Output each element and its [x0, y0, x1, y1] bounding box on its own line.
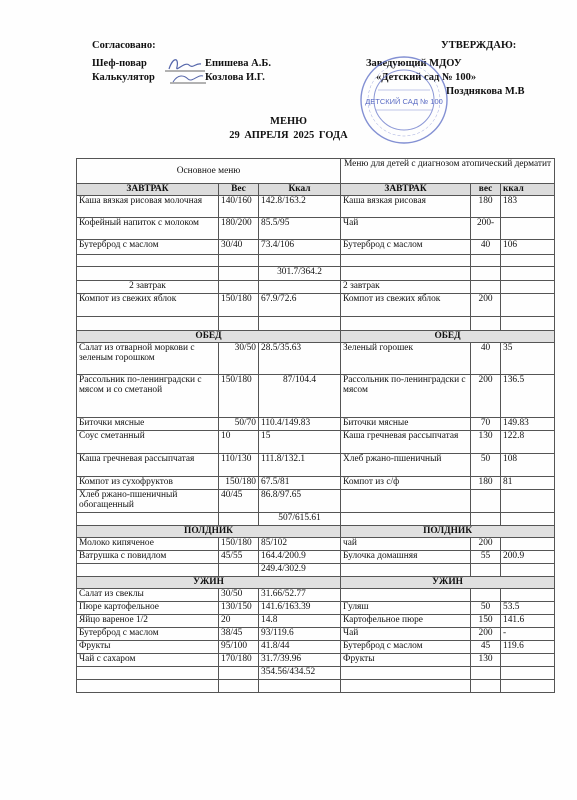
table-row [77, 255, 555, 267]
table-cell: 140/160 [219, 196, 259, 218]
table-cell: 87/104.4 [259, 375, 341, 418]
table-cell: 45/55 [219, 551, 259, 564]
table-row [77, 267, 555, 281]
table-cell: 70 [471, 418, 501, 431]
table-cell [471, 255, 501, 267]
table-cell: 81 [501, 477, 555, 490]
table-row [77, 589, 555, 602]
head-role: Заведующий МДОУ [366, 58, 462, 69]
table-cell: 15 [259, 431, 341, 454]
table-cell [471, 513, 501, 526]
table-cell: Яйцо вареное 1/2 [77, 615, 219, 628]
table-cell: чай [341, 538, 471, 551]
head-name: Позднякова М.В [446, 86, 525, 97]
table-cell [259, 281, 341, 294]
table-cell: 50/70 [219, 418, 259, 431]
table-row [77, 294, 555, 317]
table-cell: 180 [471, 196, 501, 218]
table-cell: Салат из свеклы [77, 589, 219, 602]
table-cell: 20 [219, 615, 259, 628]
table-cell [341, 564, 471, 577]
table-cell: Каша вязкая рисовая [341, 196, 471, 218]
table-cell: Бутерброд с маслом [341, 641, 471, 654]
table-cell: 10 [219, 431, 259, 454]
table-cell [501, 654, 555, 667]
table-cell: Каша вязкая рисовая молочная [77, 196, 219, 218]
menu-date: 29 АПРЕЛЯ 2025 ГОДА [229, 130, 348, 141]
table-row [77, 513, 555, 526]
table-cell: Булочка домашняя [341, 551, 471, 564]
table-cell: 200 [471, 628, 501, 641]
table-cell: 28.5/35.63 [259, 343, 341, 375]
table-cell: Соус сметанный [77, 431, 219, 454]
table-cell: 106 [501, 240, 555, 255]
table-cell [219, 667, 259, 680]
table-cell [471, 667, 501, 680]
table-cell: 200 [471, 538, 501, 551]
table-row [77, 490, 555, 513]
table-cell: 150/180 [219, 375, 259, 418]
table-cell [501, 513, 555, 526]
table-cell: Каша гречневая рассыпчатая [341, 431, 471, 454]
col-weight-left: Вес [219, 184, 259, 196]
table-row [77, 667, 555, 680]
table-cell [219, 281, 259, 294]
table-cell: 2 завтрак [77, 281, 219, 294]
section-title: ОБЕД [341, 331, 555, 343]
table-row [77, 654, 555, 667]
table-row [77, 538, 555, 551]
table-cell [77, 667, 219, 680]
table-cell [341, 490, 471, 513]
table-cell: Бутерброд с маслом [77, 628, 219, 641]
table-row [77, 641, 555, 654]
table-cell: Рассольник по-ленинградски с мясом и со сметаной [77, 375, 219, 418]
section-title: УЖИН [341, 577, 555, 589]
table-cell: 130/150 [219, 602, 259, 615]
table-cell: - [501, 628, 555, 641]
kindergarten-name: «Детский сад № 100» [376, 72, 477, 83]
table-cell: 354.56/434.52 [259, 667, 341, 680]
table-cell: 55 [471, 551, 501, 564]
table-cell: 93/119.6 [259, 628, 341, 641]
signature-calculator [170, 70, 206, 86]
table-cell: 85.5/95 [259, 218, 341, 240]
table-cell: Каша гречневая рассыпчатая [77, 454, 219, 477]
table-cell [501, 538, 555, 551]
col-kcal-right: ккал [501, 184, 555, 196]
table-cell: Биточки мясные [341, 418, 471, 431]
table-cell: 141.6 [501, 615, 555, 628]
table-cell: Салат из отварной моркови с зеленым горошком [77, 343, 219, 375]
menu-table [76, 158, 555, 693]
table-cell: Биточки мясные [77, 418, 219, 431]
col-breakfast-right: ЗАВТРАК [341, 184, 471, 196]
table-cell: 180/200 [219, 218, 259, 240]
table-row [77, 477, 555, 490]
table-cell: 30/40 [219, 240, 259, 255]
col-kcal-left: Ккал [259, 184, 341, 196]
table-row [77, 680, 555, 693]
table-cell [501, 490, 555, 513]
table-row [77, 602, 555, 615]
table-cell: 30/50 [219, 589, 259, 602]
section-header-row [77, 331, 555, 343]
table-cell [219, 267, 259, 281]
table-cell [471, 490, 501, 513]
table-cell: Пюре картофельное [77, 602, 219, 615]
table-cell [219, 564, 259, 577]
table-row [77, 628, 555, 641]
table-cell: 95/100 [219, 641, 259, 654]
table-cell [501, 589, 555, 602]
table-cell: 130 [471, 654, 501, 667]
table-cell [77, 267, 219, 281]
table-cell: 164.4/200.9 [259, 551, 341, 564]
table-cell: 507/615.61 [259, 513, 341, 526]
table-cell: Бутерброд с маслом [341, 240, 471, 255]
table-cell [341, 317, 471, 331]
table-cell: Чай [341, 218, 471, 240]
table-cell [501, 255, 555, 267]
table-cell: 183 [501, 196, 555, 218]
table-cell: 53.5 [501, 602, 555, 615]
table-cell [501, 317, 555, 331]
table-cell: Компот из с/ф [341, 477, 471, 490]
table-cell [77, 317, 219, 331]
table-cell [341, 589, 471, 602]
table-cell: 67.5/81 [259, 477, 341, 490]
table-cell: 200- [471, 218, 501, 240]
table-cell [471, 589, 501, 602]
table-cell: 50 [471, 454, 501, 477]
table-row [77, 218, 555, 240]
table-cell [471, 680, 501, 693]
table-cell [341, 680, 471, 693]
section-title: ПОЛДНИК [77, 526, 341, 538]
table-cell: 180 [471, 477, 501, 490]
table-cell [341, 513, 471, 526]
table-cell: Хлеб ржано-пшеничный [341, 454, 471, 477]
table-cell: 108 [501, 454, 555, 477]
table-cell: 45 [471, 641, 501, 654]
section-title: УЖИН [77, 577, 341, 589]
table-cell: 249.4/302.9 [259, 564, 341, 577]
section-header-row [77, 577, 555, 589]
table-cell: Чай с сахаром [77, 654, 219, 667]
table-cell: 150/180 [219, 538, 259, 551]
table-cell [341, 255, 471, 267]
table-cell [341, 667, 471, 680]
table-cell: Бутерброд с маслом [77, 240, 219, 255]
table-cell: 170/180 [219, 654, 259, 667]
table-cell: 150/180 [219, 294, 259, 317]
table-row [77, 196, 555, 218]
table-cell: 301.7/364.2 [259, 267, 341, 281]
table-cell: Гуляш [341, 602, 471, 615]
table-cell: 85/102 [259, 538, 341, 551]
table-cell: 38/45 [219, 628, 259, 641]
section-header-row [77, 526, 555, 538]
svg-text:ДЕТСКИЙ САД № 100: ДЕТСКИЙ САД № 100 [365, 97, 443, 106]
table-cell: 136.5 [501, 375, 555, 418]
table-cell [471, 267, 501, 281]
chef-role: Шеф-повар [92, 58, 147, 69]
approve-label: УТВЕРЖДАЮ: [441, 40, 517, 51]
group-dermatitis-menu: Меню для детей с диагнозом атопический дерматит [341, 159, 555, 184]
col-weight-right: вес [471, 184, 501, 196]
table-cell [501, 564, 555, 577]
table-cell: Фрукты [341, 654, 471, 667]
table-row [77, 317, 555, 331]
table-cell [259, 255, 341, 267]
table-cell [501, 218, 555, 240]
table-cell: 150/180 [219, 477, 259, 490]
table-cell: Компот из сухофруктов [77, 477, 219, 490]
table-cell: Компот из свежих яблок [77, 294, 219, 317]
table-cell: Картофельное пюре [341, 615, 471, 628]
table-cell: 200 [471, 375, 501, 418]
table-row [77, 418, 555, 431]
table-cell: Чай [341, 628, 471, 641]
table-row [77, 454, 555, 477]
table-cell: 86.8/97.65 [259, 490, 341, 513]
table-cell: 122.8 [501, 431, 555, 454]
table-cell: 41.8/44 [259, 641, 341, 654]
table-cell [259, 317, 341, 331]
table-cell: Рассольник по-ленинградски с мясом [341, 375, 471, 418]
table-cell [501, 667, 555, 680]
table-cell: 73.4/106 [259, 240, 341, 255]
menu-title: МЕНЮ [270, 116, 307, 127]
table-cell: 40 [471, 343, 501, 375]
table-cell [501, 267, 555, 281]
table-cell [77, 680, 219, 693]
table-cell: 149.83 [501, 418, 555, 431]
table-row [77, 615, 555, 628]
table-cell [341, 267, 471, 281]
table-cell: Ватрушка с повидлом [77, 551, 219, 564]
table-cell: 142.8/163.2 [259, 196, 341, 218]
table-cell [219, 317, 259, 331]
table-row [77, 240, 555, 255]
table-cell: 30/50 [219, 343, 259, 375]
table-cell: 50 [471, 602, 501, 615]
table-cell [219, 513, 259, 526]
table-cell: 200.9 [501, 551, 555, 564]
table-cell: Компот из свежих яблок [341, 294, 471, 317]
table-cell [77, 564, 219, 577]
table-cell [471, 317, 501, 331]
agreed-label: Согласовано: [92, 40, 156, 51]
table-cell: Фрукты [77, 641, 219, 654]
section-title: ПОЛДНИК [341, 526, 555, 538]
table-cell: 130 [471, 431, 501, 454]
table-cell: 111.8/132.1 [259, 454, 341, 477]
table-cell [471, 281, 501, 294]
group-main-menu: Основное меню [77, 159, 341, 184]
table-row [77, 564, 555, 577]
table-cell: 119.6 [501, 641, 555, 654]
table-cell: 14.8 [259, 615, 341, 628]
table-cell [471, 564, 501, 577]
table-cell [501, 281, 555, 294]
table-row [77, 375, 555, 418]
table-cell: 31.7/39.96 [259, 654, 341, 667]
table-cell: 141.6/163.39 [259, 602, 341, 615]
table-row [77, 343, 555, 375]
table-cell: Молоко кипяченое [77, 538, 219, 551]
chef-name: Епишева А.Б. [205, 58, 271, 69]
section-title: ОБЕД [77, 331, 341, 343]
table-cell: 110.4/149.83 [259, 418, 341, 431]
table-cell: 31.66/52.77 [259, 589, 341, 602]
table-row [77, 551, 555, 564]
calculator-name: Козлова И.Г. [205, 72, 265, 83]
table-cell: 200 [471, 294, 501, 317]
table-cell [219, 680, 259, 693]
table-cell: Зеленый горошек [341, 343, 471, 375]
table-cell: 35 [501, 343, 555, 375]
table-cell: Хлеб ржано-пшеничный обогащенный [77, 490, 219, 513]
table-cell [77, 255, 219, 267]
table-cell [501, 294, 555, 317]
table-cell: 67.9/72.6 [259, 294, 341, 317]
table-cell [259, 680, 341, 693]
table-row [77, 281, 555, 294]
calculator-role: Калькулятор [92, 72, 155, 83]
table-cell: 2 завтрак [341, 281, 471, 294]
table-cell [219, 255, 259, 267]
table-cell: 110/130 [219, 454, 259, 477]
table-cell [501, 680, 555, 693]
table-cell: 40 [471, 240, 501, 255]
table-cell: 40/45 [219, 490, 259, 513]
table-row [77, 431, 555, 454]
table-cell [77, 513, 219, 526]
table-cell: Кофейный напиток с молоком [77, 218, 219, 240]
table-cell: 150 [471, 615, 501, 628]
col-breakfast-left: ЗАВТРАК [77, 184, 219, 196]
